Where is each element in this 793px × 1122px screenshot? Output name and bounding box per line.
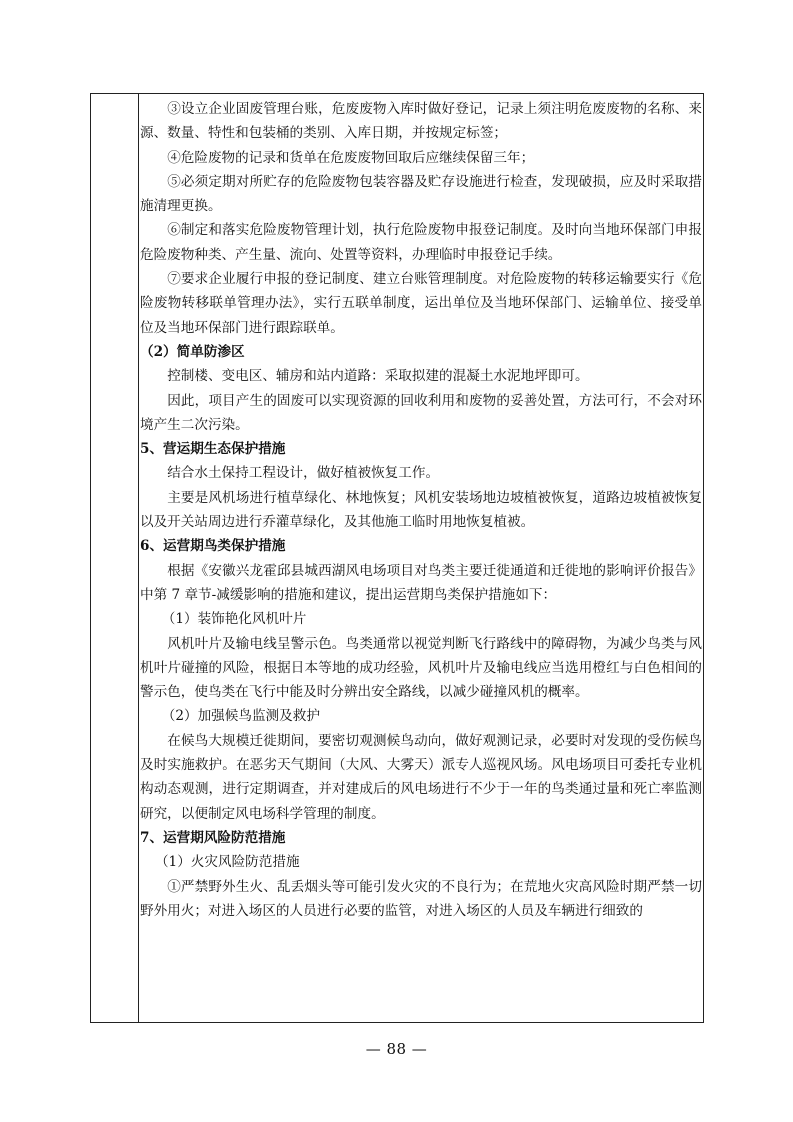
paragraph: ⑦要求企业履行申报的登记制度、建立台账管理制度。对危险废物的转移运输要实行《危险废物转移联单管理办法》，实行五联单制度，运出单位及当地环保部门、运输单位、接受单位及当地环保部门进行跟踪联单。 xyxy=(140,271,702,336)
paragraph: （1）装饰艳化风机叶片 xyxy=(161,611,307,628)
table-content-cell xyxy=(140,97,702,923)
table-column-label xyxy=(91,94,139,1022)
section-heading: 6、运营期鸟类保护措施 xyxy=(140,538,286,555)
paragraph: 因此，项目产生的固废可以实现资源的回收利用和废物的妥善处置，方法可行，不会对环境产生二次污染。 xyxy=(140,392,702,433)
paragraph: ⑤必须定期对所贮存的危险废物包装容器及贮存设施进行检查，发现破损，应及时采取措施清理更换。 xyxy=(140,173,702,215)
paragraph: 根据《安徽兴龙霍邱县城西湖风电场项目对鸟类主要迁徙通道和迁徙地的影响评价报告》中第 7 章节-减缓影响的措施和建议，提出运营期鸟类保护措施如下： xyxy=(140,562,702,603)
section-heading: 5、营运期生态保护措施 xyxy=(140,441,286,458)
paragraph: ⑥制定和落实危险废物管理计划，执行危险废物申报登记制度。及时向当地环保部门申报危险废物种类、产生量、流向、处置等资料，办理临时申报登记手续。 xyxy=(140,222,702,263)
paragraph: ③设立企业固废管理台账，危废废物入库时做好登记，记录上须注明危废废物的名称、来源、数量、特性和包装桶的类别、入库日期，并按规定标签； xyxy=(140,101,702,142)
paragraph: 在候鸟大规模迁徙期间，要密切观测候鸟动向，做好观测记录，必要时对发现的受伤候鸟及时实施救护。在恶劣天气期间（大风、大雾天）派专人巡视风场。风电场项目可委托专业机构动态观测，进行定期调查，并对建成后的风电场进行不少于一年的鸟类通过量和死亡率监测研究，以便制定风电场科学管理的制度。 xyxy=(140,732,702,822)
paragraph: （1）火灾风险防范措施 xyxy=(154,854,300,871)
paragraph: ④危险废物的记录和货单在危废废物回取后应继续保留三年； xyxy=(167,149,535,166)
paragraph: 控制楼、变电区、辅房和站内道路：采取拟建的混凝土水泥地坪即可。 xyxy=(167,368,589,385)
page-number: — 88 — xyxy=(365,1040,428,1058)
paragraph: 结合水土保持工程设计，做好植被恢复工作。 xyxy=(167,465,440,482)
paragraph: （2）加强候鸟监测及救护 xyxy=(161,708,320,725)
section-heading: 7、运营期风险防范措施 xyxy=(140,829,286,846)
paragraph: 风机叶片及输电线呈警示色。鸟类通常以视觉判断飞行路线中的障碍物，为减少鸟类与风机叶片碰撞的风险，根据日本等地的成功经验，风机叶片及输电线应当选用橙红与白色相间的警示色，使鸟类在飞行中能及时分辨出安全路线，以减少碰撞风机的概率。 xyxy=(140,635,702,701)
paragraph: 主要是风机场进行植草绿化、林地恢复；风机安装场地边坡植被恢复，道路边坡植被恢复以及开关站周边进行乔灌草绿化，及其他施工临时用地恢复植被。 xyxy=(140,489,702,531)
paragraph: ①严禁野外生火、乱丢烟头等可能引发火灾的不良行为；在荒地火灾高风险时期严禁一切野外用火；对进入场区的人员进行必要的监管，对进入场区的人员及车辆进行细致的 xyxy=(140,878,702,919)
section-heading: （2）简单防渗区 xyxy=(140,343,245,360)
